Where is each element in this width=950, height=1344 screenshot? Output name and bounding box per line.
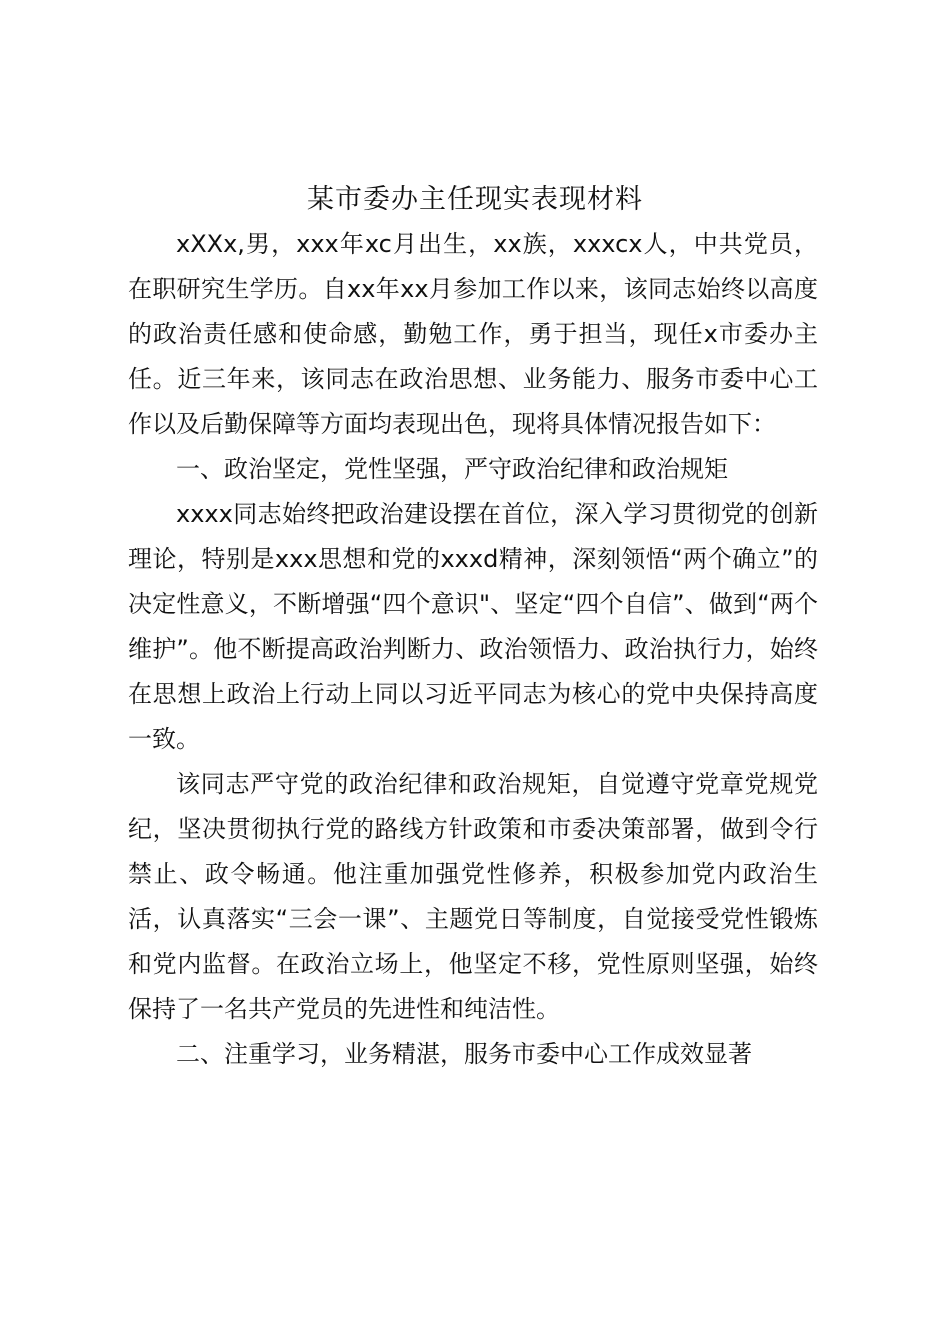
body-paragraph: xxxx同志始终把政治建设摆在首位，深入学习贯彻党的创新理论，特别是xxx思想和党的xxxd精神，深刻领悟“两个确立”的决定性意义，不断增强“四个意识"、坚定“四个自信”、做到“两个维护”。他不断提高政治判断力、政治领悟力、政治执行力，始终在思想上政治上行动上同以习近平同志为核心的党中央保持高度一致。 — [128, 500, 818, 753]
section-heading-2: 二、注重学习，业务精湛，服务市委中心工作成效显著 — [176, 1040, 752, 1068]
document-body — [128, 222, 818, 1077]
section-heading-1: 一、政治坚定，党性坚强，严守政治纪律和政治规矩 — [176, 455, 728, 483]
document-title: 某市委办主任现实表现材料 — [307, 184, 643, 215]
body-paragraph: 该同志严守党的政治纪律和政治规矩，自觉遵守党章党规党纪，坚决贯彻执行党的路线方针政策和市委决策部署，做到令行禁止、政令畅通。他注重加强党性修养，积极参加党内政治生活，认真落实“三会一课”、主题党日等制度，自觉接受党性锻炼和党内监督。在政治立场上，他坚定不移，党性原则坚强，始终保持了一名共产党员的先进性和纯洁性。 — [128, 770, 818, 1023]
intro-paragraph: xXXx,男，xxx年xc月出生，xx族，xxxcx人，中共党员，在职研究生学历。自xx年xx月参加工作以来，该同志始终以高度的政治责任感和使命感，勤勉工作，勇于担当，现任x市委办主任。近三年来，该同志在政治思想、业务能力、服务市委中心工作以及后勤保障等方面均表现出色，现将具体情况报告如下： — [128, 230, 818, 438]
